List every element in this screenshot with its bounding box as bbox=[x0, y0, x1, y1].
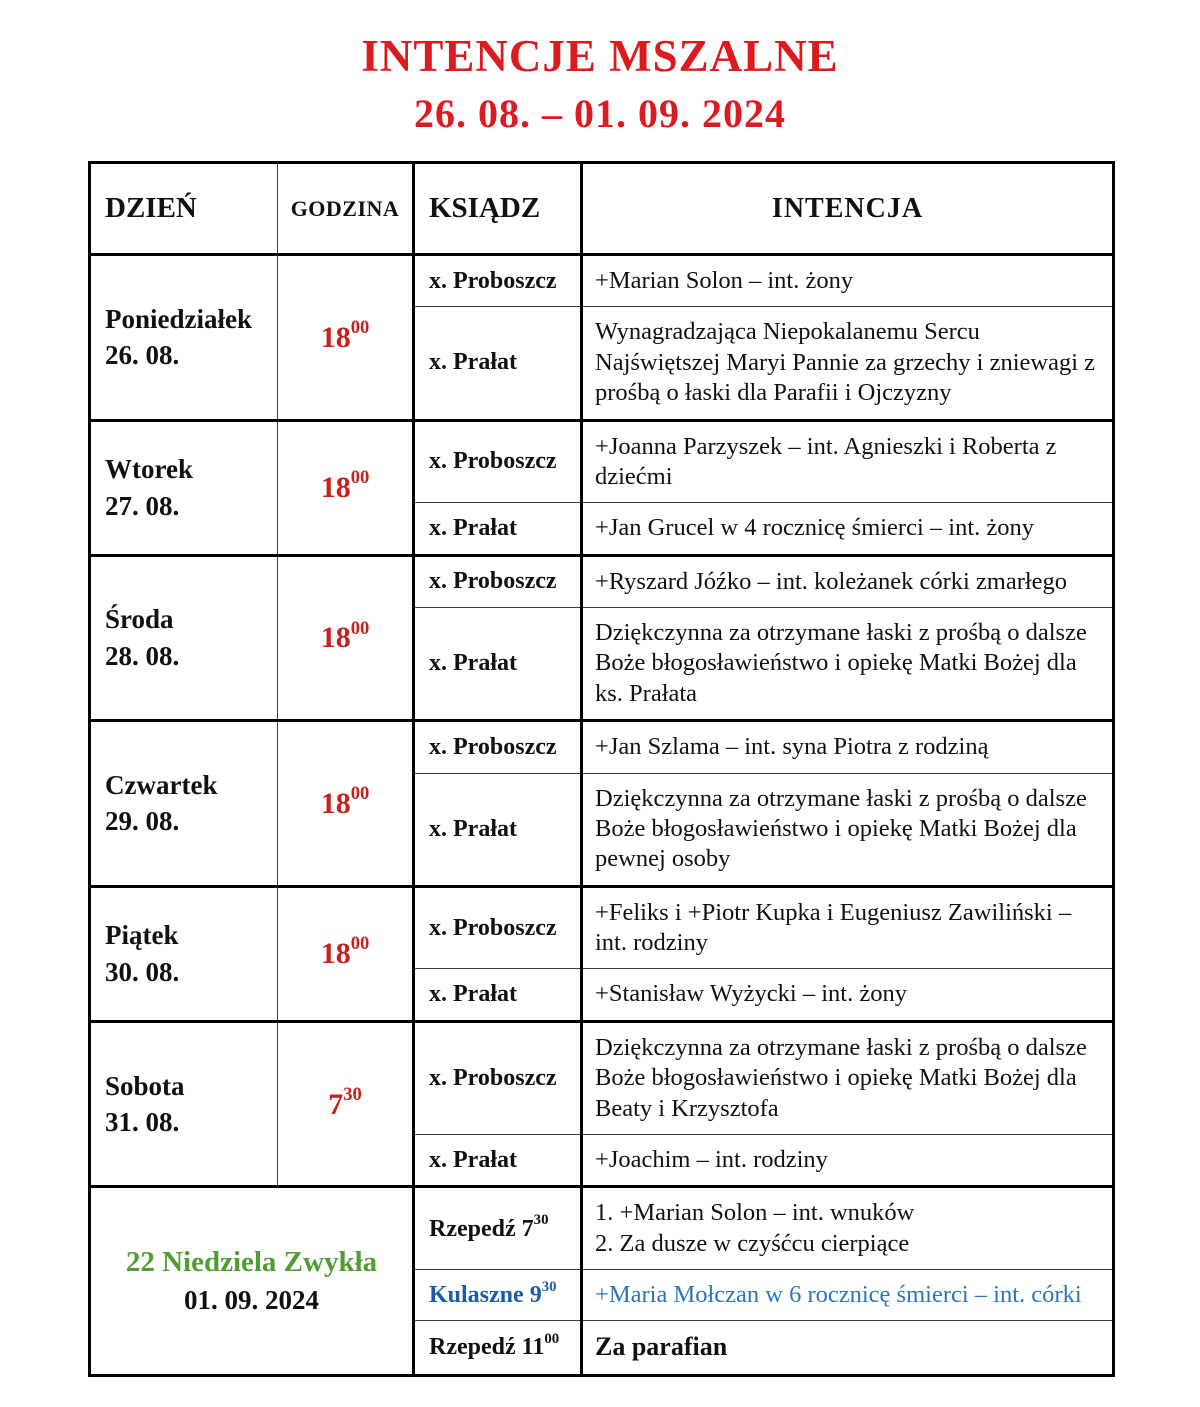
page-subtitle: 26. 08. – 01. 09. 2024 bbox=[414, 91, 786, 136]
sunday-title: 22 Niedziela Zwykła bbox=[125, 1245, 378, 1278]
priest-cell: x. Prałat bbox=[414, 773, 582, 886]
day-date: 30. 08. bbox=[105, 956, 180, 987]
mass-row bbox=[90, 255, 1114, 307]
priest-cell: x. Proboszcz bbox=[414, 420, 582, 503]
day-name: Sobota bbox=[105, 1070, 185, 1101]
intention-cell: Dziękczynna za otrzymane łaski z prośbą o dalsze Boże błogosławieństwo i opiekę Matki Bożej dla Beaty i Krzysztofa bbox=[582, 1021, 1114, 1134]
header-day: DZIEŃ bbox=[90, 163, 278, 255]
intention-cell bbox=[582, 1270, 1114, 1321]
priest-cell: x. Proboszcz bbox=[414, 721, 582, 773]
header-intention: INTENCJA bbox=[582, 163, 1114, 255]
day-name: Wtorek bbox=[105, 454, 193, 485]
intention-cell: +Stanisław Wyżycki – int. żony bbox=[582, 969, 1114, 1021]
intention-cell bbox=[582, 1187, 1114, 1270]
priest-cell: Rzepedź $11^{00}$ bbox=[414, 1321, 582, 1375]
mass-intentions-table bbox=[88, 161, 1115, 1377]
hour-cell: $18^{00}$ bbox=[278, 255, 414, 421]
intention-cell: +Ryszard Jóźko – int. koleżanek córki zmarłego bbox=[582, 555, 1114, 607]
hour-cell: $18^{00}$ bbox=[278, 886, 414, 1021]
day-cell bbox=[90, 721, 278, 887]
intention-cell bbox=[582, 1321, 1114, 1375]
intention-line: 1. +Marian Solon – int. wnuków bbox=[595, 1199, 915, 1227]
intention-cell: Wynagradzająca Niepokalanemu Sercu Najświętszej Maryi Pannie za grzechy i zniewagi z prośbą o łaski dla Parafii i Ojczyzny bbox=[582, 307, 1114, 420]
day-name: Środa bbox=[105, 604, 174, 635]
priest-cell: Kulaszne $9^{30}$ bbox=[414, 1270, 582, 1321]
priest-cell: x. Prałat bbox=[414, 969, 582, 1021]
day-name: Poniedziałek bbox=[105, 303, 252, 334]
priest-cell: x. Proboszcz bbox=[414, 1021, 582, 1134]
day-cell bbox=[90, 555, 278, 721]
day-date: 31. 08. bbox=[105, 1107, 180, 1137]
mass-row bbox=[90, 721, 1114, 773]
intention-cell: +Jan Szlama – int. syna Piotra z rodziną bbox=[582, 721, 1114, 773]
page-title: INTENCJE MSZALNE bbox=[361, 31, 839, 81]
day-date: 28. 08. bbox=[105, 640, 180, 671]
header-priest: KSIĄDZ bbox=[414, 163, 582, 255]
hour-cell: $7^{30}$ bbox=[278, 1021, 414, 1187]
priest-cell: x. Prałat bbox=[414, 307, 582, 420]
header-hour: GODZINA bbox=[278, 163, 414, 255]
sunday-day-cell bbox=[90, 1187, 414, 1375]
day-date: 27. 08. bbox=[105, 490, 180, 521]
day-cell bbox=[90, 1021, 278, 1187]
day-cell bbox=[90, 420, 278, 555]
day-date: 29. 08. bbox=[105, 806, 180, 837]
day-date: 26. 08. bbox=[105, 340, 180, 371]
day-name: Czwartek bbox=[105, 769, 218, 800]
table-body bbox=[90, 255, 1114, 1376]
intention-cell: Dziękczynna za otrzymane łaski z prośbą o dalsze Boże błogosławieństwo i opiekę Matki Bożej dla ks. Prałata bbox=[582, 608, 1114, 721]
mass-row bbox=[90, 555, 1114, 607]
priest-cell: x. Proboszcz bbox=[414, 555, 582, 607]
intention-cell: +Joachim – int. rodziny bbox=[582, 1134, 1114, 1186]
intention-cell: +Joanna Parzyszek – int. Agnieszki i Roberta z dziećmi bbox=[582, 420, 1114, 503]
intention-cell: +Jan Grucel w 4 rocznicę śmierci – int. żony bbox=[582, 503, 1114, 555]
intention-line: +Maria Mołczan w 6 rocznicę śmierci – int. córki bbox=[595, 1281, 1082, 1308]
intention-cell: Dziękczynna za otrzymane łaski z prośbą o dalsze Boże błogosławieństwo i opiekę Matki Bożej dla pewnej osoby bbox=[582, 773, 1114, 886]
hour-cell: $18^{00}$ bbox=[278, 420, 414, 555]
intention-cell: +Marian Solon – int. żony bbox=[582, 255, 1114, 307]
priest-cell: x. Proboszcz bbox=[414, 886, 582, 969]
priest-cell: x. Prałat bbox=[414, 1134, 582, 1186]
hour-cell: $18^{00}$ bbox=[278, 721, 414, 887]
mass-row bbox=[90, 420, 1114, 503]
day-name: Piątek bbox=[105, 920, 179, 951]
intention-line: 2. Za dusze w czyśćcu cierpiące bbox=[595, 1229, 910, 1257]
intention-cell: +Feliks i +Piotr Kupka i Eugeniusz Zawiliński – int. rodziny bbox=[582, 886, 1114, 969]
priest-cell: x. Prałat bbox=[414, 503, 582, 555]
priest-cell: Rzepedź $7^{30}$ bbox=[414, 1187, 582, 1270]
priest-cell: x. Proboszcz bbox=[414, 255, 582, 307]
header-row bbox=[90, 163, 1114, 255]
mass-row bbox=[90, 886, 1114, 969]
mass-row bbox=[90, 1021, 1114, 1134]
sunday-date: 01. 09. 2024 bbox=[184, 1285, 319, 1316]
sunday-mass-row bbox=[90, 1187, 1114, 1270]
day-cell bbox=[90, 255, 278, 421]
hour-cell: $18^{00}$ bbox=[278, 555, 414, 721]
day-cell bbox=[90, 886, 278, 1021]
intention-line: Za parafian bbox=[595, 1332, 728, 1362]
priest-cell: x. Prałat bbox=[414, 608, 582, 721]
